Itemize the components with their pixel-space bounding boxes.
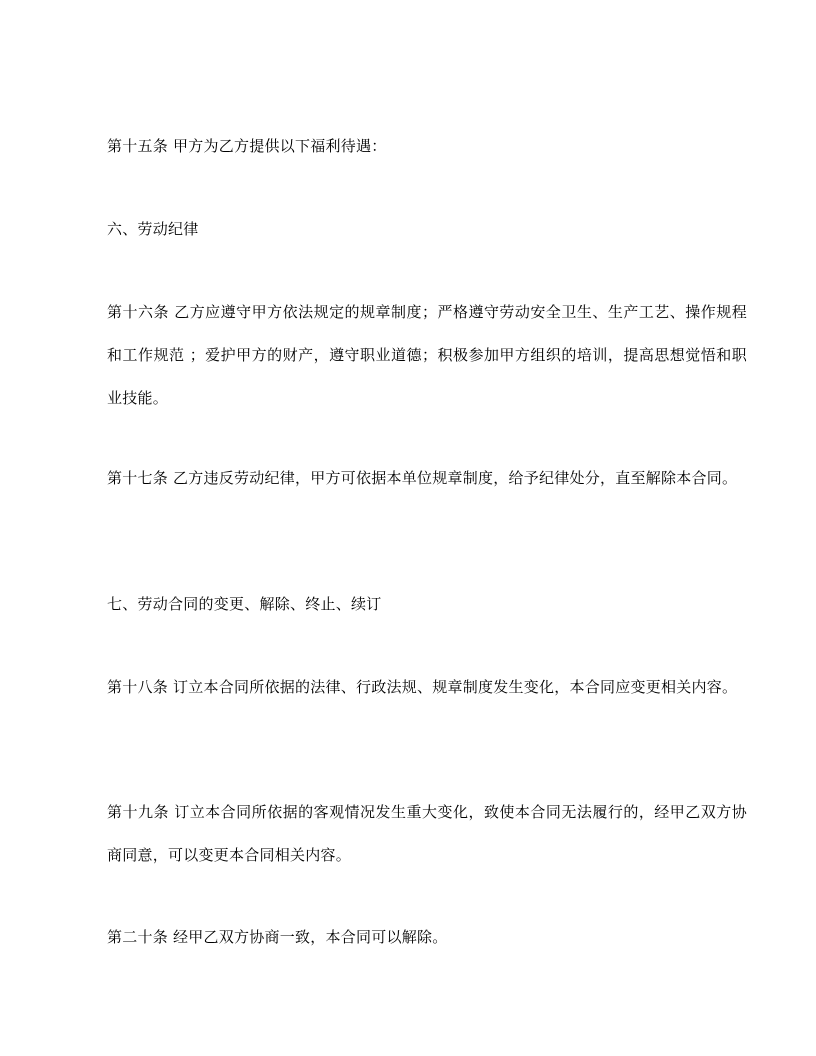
- article-15-paragraph: 第十五条 甲方为乙方提供以下福利待遇：: [107, 137, 387, 155]
- article-18-paragraph: 第十八条 订立本合同所依据的法律、行政法规、规章制度发生变化，本合同应变更相关内容。: [107, 678, 738, 696]
- section-7-heading: 七、劳动合同的变更、解除、终止、续订: [107, 595, 382, 613]
- article-16-paragraph: 第十六条 乙方应遵守甲方依法规定的规章制度；严格遵守劳动安全卫生、生产工艺、操作规程和工作规范 ；爱护甲方的财产，遵守职业道德；积极参加甲方组织的培训，提高思想觉悟和职业技能。: [107, 303, 747, 407]
- section-6-heading: 六、劳动纪律: [107, 220, 199, 238]
- article-17-paragraph: 第十七条 乙方违反劳动纪律，甲方可依据本单位规章制度，给予纪律处分，直至解除本合同。: [107, 469, 738, 487]
- article-19-paragraph: 第十九条 订立本合同所依据的客观情况发生重大变化，致使本合同无法履行的，经甲乙双方协商同意，可以变更本合同相关内容。: [107, 803, 747, 864]
- article-20-paragraph: 第二十条 经甲乙双方协商一致，本合同可以解除。: [107, 928, 448, 946]
